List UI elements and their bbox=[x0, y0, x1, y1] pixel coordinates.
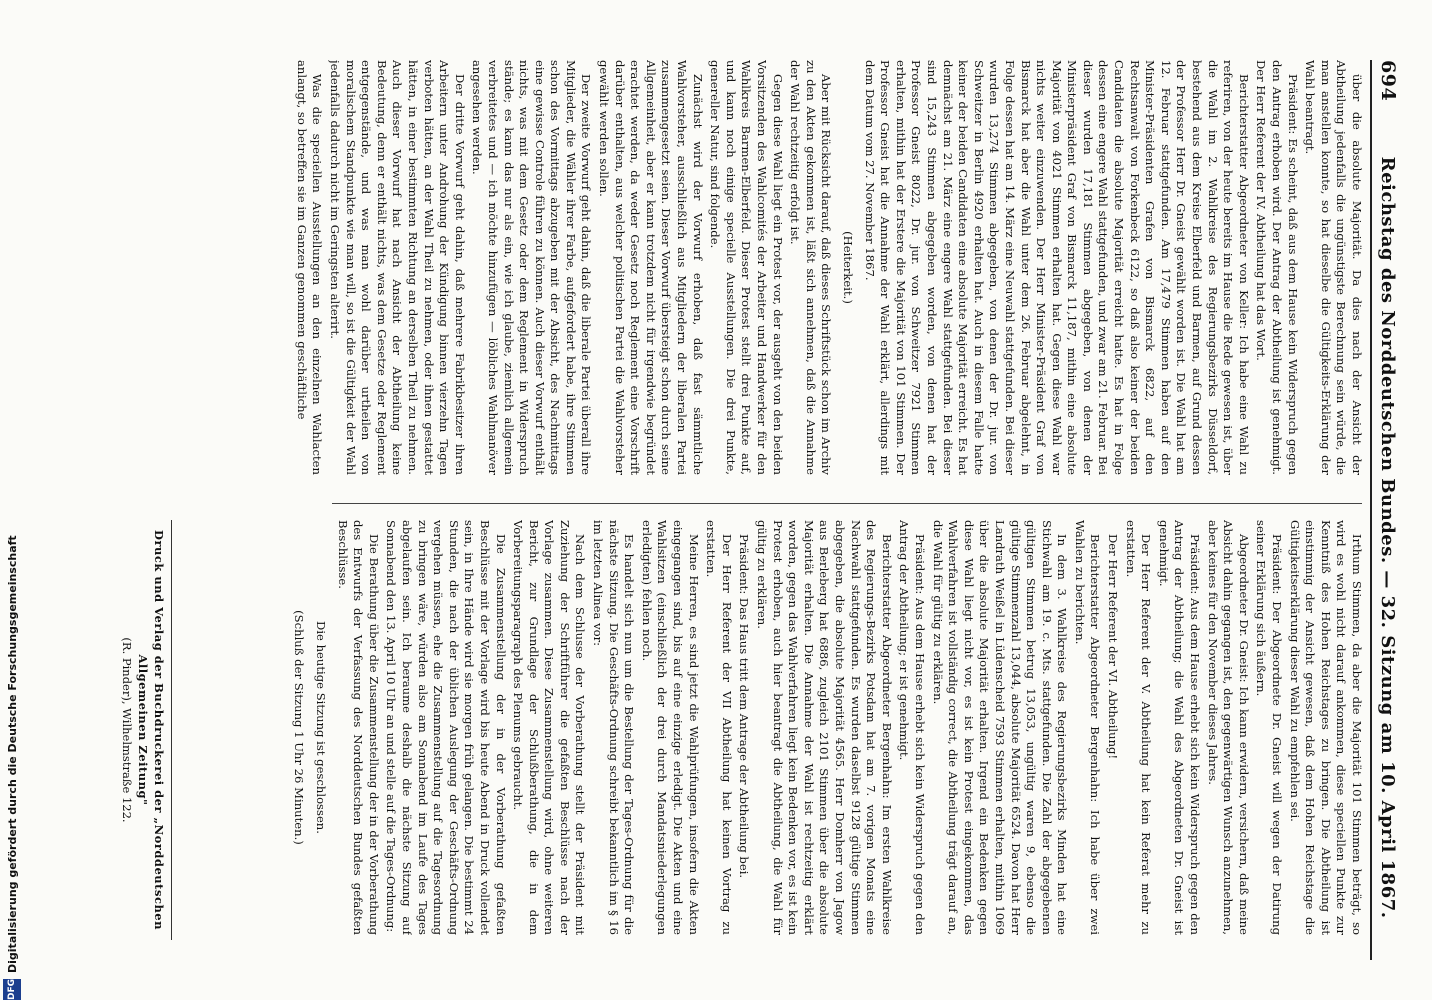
left-paragraph: Aber mit Rücksicht darauf, daß dieses Schriftstück schon im Archiv zu den Akten gekommen ist, läßt sich annehmen, daß die Annahme der Wahl rechtzeitig erfolgt ist. bbox=[788, 60, 834, 475]
page-header bbox=[1370, 60, 1404, 960]
right-paragraph: Die Berathung über die Zusammenstellung der in der Vorberathung des Entwurfs der Verfassung des Norddeutschen Bundes gefaßten Beschlüsse. bbox=[335, 520, 381, 935]
right-paragraph: Präsident: Aus dem Hause erhebt sich kein Widerspruch gegen den Antrag der Abtheilung; er ist genehmigt. bbox=[897, 520, 927, 935]
right-paragraph: Es handelt sich nun um die Bestellung der Tages-Ordnung für die nächste Sitzung. Die Geschäfts-Ordnung schreibt bekanntlich im § 16 im letzten Alinea vor: bbox=[591, 520, 637, 935]
right-paragraph: Der Herr Referent der VI. Abtheilung! bbox=[1106, 534, 1121, 760]
right-paragraph: Die heutige Sitzung ist geschlossen. bbox=[314, 621, 328, 834]
left-column bbox=[264, 60, 1364, 475]
left-paragraph: über die absolute Majorität. Da dies nach der Ansicht der Abtheilung jedenfalls die ungünstigste Berechnung sein würde, die man anstellen konnte, so hat dieselbe die Gültigkeits-Erklärung der Wahl beantragt. bbox=[1303, 60, 1364, 475]
right-paragraph: (Schluß der Sitzung 1 Uhr 26 Minuten.) bbox=[292, 610, 307, 845]
right-paragraph: Der Herr Referent der VII Abtheilung hat keinen Vortrag zu erstatten. bbox=[704, 520, 734, 935]
left-paragraph: Der zweite Vorwurf geht dahin, daß die liberale Partei überall ihre Mitglieder, die Wähler ihrer Farbe, aufgefordert habe, ihre Stimmen schon des Vormittags abzugeben mit der Absicht, des Nachmittags eine gewisse Controle führen zu können. Auch dieser Vorwurf enthält nichts, was mit dem Gesetz oder dem Reglement in Widerspruch stände; es kann das nur als ein, wie ich glaube, ziemlich allgemein verbreitetes und — ich möchte hinzufügen — löbliches Wahlmanöver angesehen werden. bbox=[470, 60, 594, 475]
right-paragraph: Nach dem Schlusse der Vorberathung stellt der Präsident mit Zuziehung der Schriftführer die gefaßten Beschlüsse nach der Vorlage zusammen. Diese Zusammenstellung wird, ohne weiteren Bericht, zur Grundlage der Schlußberathung, die in dem Vorbereitungsparagraph des Plenums gebraucht. bbox=[511, 520, 588, 935]
left-paragraph: Der dritte Vorwurf geht dahin, daß mehrere Fabrikbesitzer ihren Arbeitern unter Androhung der Kündigung binnen vierzehn Tagen verboten hätten, an der Wahl Theil zu nehmen, oder ihnen gestattet hätten, in einer bestimmten Richtung an derselben Theil zu nehmen. Auch dieser Vorwurf hat nach Ansicht der Abtheilung keine Bedeutung, denn er enthält nichts, was dem Gesetze oder Reglement entgegenstände, und was man wohl darüber urtheilen von moralischem Standpunkte wie man will, so ist die Gültigkeit der Wahl jedenfalls dadurch nicht im Geringsten alterirt. bbox=[328, 60, 467, 475]
page-number: 694 bbox=[1377, 60, 1399, 102]
left-paragraph: Gegen diese Wahl liegt ein Protest vor, der ausgeht von den beiden Vorsitzenden des Wahlcomités der Arbeiter und Handwerker für den Wahlkreis Barmen-Elberfeld. Dieser Protest stellt drei Punkte auf, und kann noch einige specielle Ausstellungen. Die drei Punkte, genereller Natur, sind folgende. bbox=[708, 60, 785, 475]
imprint-line-2: (R. Pinder), Wilhelmstraße 122. bbox=[120, 637, 134, 823]
imprint-rule bbox=[171, 520, 172, 940]
right-paragraph: Berichterstatter Abgeordneter Bergenhahn: Ich habe über zwei Wahlen zu berichten. bbox=[1072, 520, 1103, 935]
right-paragraph: Meine Herren, es sind jetzt die Wahlprüfungen, insofern die Akten eingegangen sind, bis auf eine einzige erledigt. Die Akten und eine Wahlsitzen (einschließlich der drei durch Mandatsniederlegungen erledigten) fehlen noch. bbox=[639, 520, 701, 935]
dfg-logo-icon: DFG bbox=[3, 979, 21, 1000]
right-paragraph: Abgeordneter Dr. Gneist: Ich kann erwidern, versichern, daß meine Absicht dahin gegangen ist, den gegenwärtigen Wunsch anzunehmen, aber keines für den November dieses Jahres. bbox=[1205, 520, 1251, 935]
funding-note: Digitalisierung gefördert durch die Deutsche Forschungsgemeinschaft bbox=[5, 535, 19, 973]
right-paragraph: Der Herr Referent der V. Abtheilung hat kein Referat mehr zu erstatten. bbox=[1123, 520, 1154, 935]
right-paragraph: Präsident: Der Abgeordnete Dr. Gneist will wegen der Datirung seiner Erklärung sich äußern. bbox=[1254, 520, 1285, 935]
column-divider bbox=[332, 503, 1362, 504]
right-paragraph: In dem 3. Wahlkreise des Regierungsbezirks Minden hat eine Stichwahl am 19. c. Mts. stattgefunden. Die Zahl der abgegebenen gültigen Stimmen betrug 13,053, ungültig waren 9, ebenso die gültige Stimmenzahl 13,044, absolute Majorität 6524. Davon hat Herr Landrath Weißel in Lüdenscheid 7593 Stimmen erhalten, mithin 1069 über die absolute Majorität erhalten. Irgend ein Bedenken gegen diese Wahl liegt nicht vor, es ist kein Protest eingekommen, das Wahlverfahren ist vollständig correct, die Abtheilung trägt darauf an, die Wahl für gültig zu erklären. bbox=[930, 520, 1070, 935]
left-paragraph: Präsident: Es scheint, daß aus dem Hause kein Widerspruch gegen den Antrag erhoben wird. Der Antrag der Abtheilung ist genehmigt. Der Herr Referent der IV. Abtheilung hat das Wort. bbox=[1254, 60, 1300, 475]
footer-sidebar bbox=[2, 535, 26, 1000]
left-paragraph: Zunächst wird der Vorwurf erhoben, daß fast sämmtliche Wahlvorsteher, ausschließlich aus Mitgliedern der liberalen Partei zusammengesetzt seien. Dieser Vorwurf übersteigt schon durch seine Allgemeinheit, aber er kann trotzdem nicht für irgendwie begründet erachtet werden, da weder Gesetz noch Reglement eine Vorschrift darüber enthalten, aus welcher politischen Partei die Wahlvorsteher gewählt werden sollen. bbox=[597, 60, 705, 475]
right-paragraph: Irthum Stimmen, da aber die Majorität 101 Stimmen beträgt, so wird es wohl nicht darauf ankommen, diese speciellen Punkte zur Kenntniß des Hohen Reichstages zu bringen. Die Abtheilung ist einstimmig der Ansicht gewesen, daß dem Hohen Reichstage die Gültigkeitserklärung dieser Wahl zu empfehlen sei. bbox=[1287, 520, 1364, 935]
left-paragraph: (Heiterkeit.) bbox=[841, 231, 855, 304]
right-column bbox=[264, 520, 1364, 935]
right-paragraph: Die Zusammenstellung der in der Vorberathung gefaßten Beschlüsse mit der Vorlage wird bis heute Abend in Druck vollendet sein, in Ihre Hände wird sie morgen früh gelangen. Die bestimmt 24 Stunden, die nach der üblichen Auslegung der Geschäfts-Ordnung vergehen müssen, ehe die Zusammenstellung auf die Tagesordnung zu bringen wäre, würden also am Sonnabend im Laufe des Tages abgelaufen sein. Ich beraume deshalb die nächste Sitzung auf Sonnabend den 13. April 10 Uhr an und stelle auf die Tages-Ordnung: bbox=[384, 520, 508, 935]
right-paragraph: Präsident: Aus dem Hause erhebt sich kein Widerspruch gegen den Antrag der Abtheilung; die Wahl des Abgeordneten Dr. Gneist ist genehmigt. bbox=[1156, 520, 1203, 935]
page-title: Reichstag des Norddeutschen Bundes. — 32. Sitzung am 10. April 1867. bbox=[1377, 156, 1399, 919]
left-paragraph: Was die speciellen Ausstellungen an den einzelnen Wahlacten anlangt, so betreffen sie im Ganzen genommen geschäftliche bbox=[294, 60, 325, 475]
left-paragraph: Berichterstatter Abgeordneter von Keller: Ich habe eine Wahl zu referiren, von der heute bereits im Hause die Rede gewesen ist, über die Wahl im 2. Wahlkreise des Regierungsbezirks Düsseldorf, bestehend aus dem Kreise Elberfeld und Barmen, auf Grund dessen der Professor Herr Dr. Gneist gewählt worden ist. Die Wahl hat am 12. Februar stattgefunden. Am 17,479 Stimmen haben auf den Minister-Präsidenten Grafen von Bismarck 6822, auf den Rechtsanwalt von Forkenbeck 6122, so daß also keiner der beiden Candidaten die absolute Majorität erreicht hatte. Es hat in Folge dessen eine engere Wahl stattgefunden, und zwar am 21. Februar. Bei dieser wurden 17,181 Stimmen abgegeben, von denen der Ministerpräsident Graf von Bismarck 11,187, mithin eine absolute Majorität von 4021 Stimmen erhalten hat. Gegen diese Wahl war nichts weiter einzuwenden. Der Herr Minister-Präsident Graf von Bismarck hat aber die Wahl unter dem 26. Februar abgelehnt, in Folge dessen hat am 14. März eine Neuwahl stattgefunden. Bei dieser wurden 13,274 Stimmen abgegeben, von denen der Dr. jur. von Schweitzer in Berlin 4920 erhalten hat. Auch in diesem Falle hatte keiner der beiden Candidaten eine absolute Majorität erreicht. Es hat demnächst am 21. März eine engere Wahl stattgefunden. Bei dieser sind 15,243 Stimmen abgegeben worden, von denen hat der Professor Gneist 8022, Dr. jur. von Schweitzer 7921 Stimmen erhalten, mithin hat der Erstere die Majorität von 101 Stimmen. Der Professor Gneist hat die Annahme der Wahl erklärt, allerdings mit dem Datum vom 27. November 1867. bbox=[862, 60, 1251, 475]
right-paragraph: Präsident: Das Haus tritt dem Antrage der Abtheilung bei. bbox=[737, 534, 752, 879]
right-paragraph: Berichterstatter Abgeordneter Bergenhahn: Im ersten Wahlkreise des Regierungs-Bezirks Potsdam hat am 7. vorigen Monats eine Nachwahl stattgefunden. Es wurden daselbst 9128 gültige Stimmen abgegeben, die absolute Majorität 4565. Herr Domherr von Jagow aus Berleberg hat 6886, zugleich 2101 Stimmen über die absolute Majorität erhalten. Die Annahme der Wahl ist rechtzeitig erklärt worden, gegen das Wahlverfahren liegt kein Bedenken vor, es ist kein Protest erhoben, auch hier beantragt die Abtheilung, die Wahl für gültig zu erklären. bbox=[755, 520, 894, 935]
imprint-line-1: Druck und Verlag der Buchdruckerei der „Norddeutschen Allgemeinen Zeitung" bbox=[136, 530, 166, 930]
imprint bbox=[119, 520, 172, 940]
